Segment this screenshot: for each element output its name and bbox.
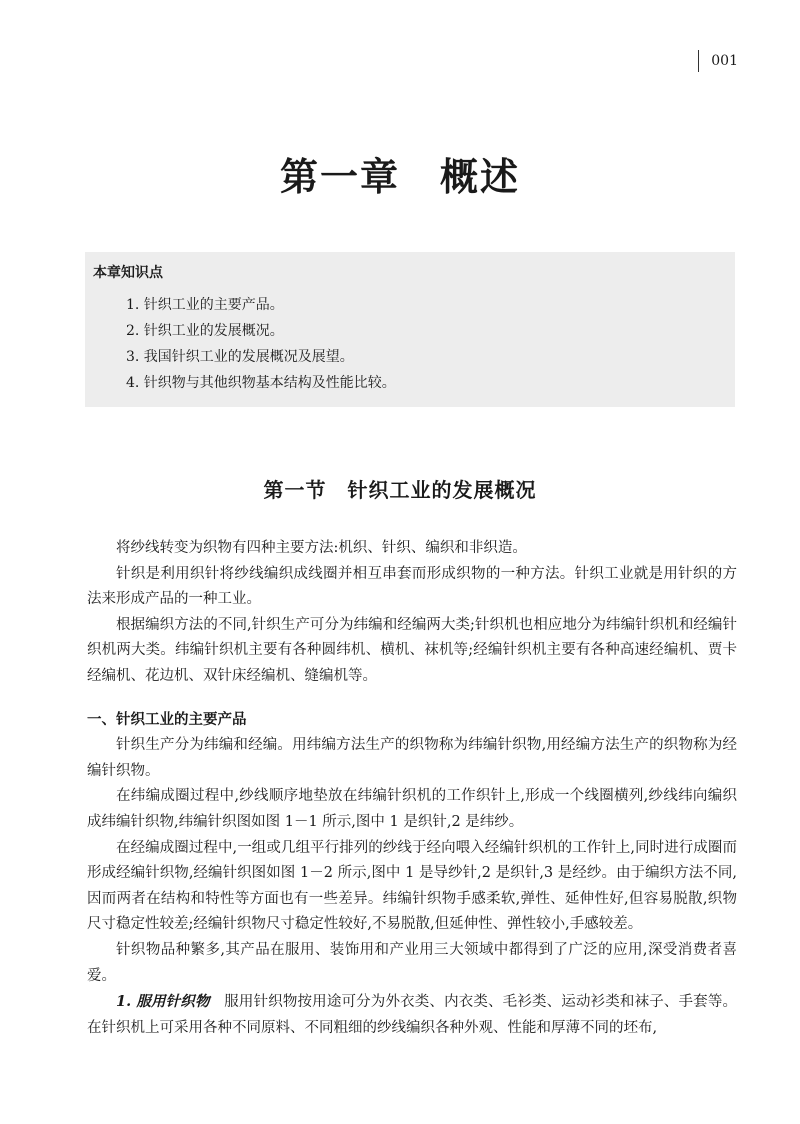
item-label: 1. 服用针织物: [116, 993, 210, 1011]
subsection-title: 一、针织工业的主要产品: [87, 711, 247, 728]
paragraph: [87, 989, 737, 1041]
knowledge-point-item: 1. 针织工业的主要产品。: [126, 297, 284, 313]
paragraph: 针织生产分为纬编和经编。用纬编方法生产的织物称为纬编针织物,用经编方法生产的织物称为经编针织物。: [87, 737, 737, 779]
paragraph: 根据编织方法的不同,针织生产可分为纬编和经编两大类;针织机也相应地分为纬编针织机和经编针织机两大类。纬编针织机主要有各种圆纬机、横机、袜机等;经编针织机主要有各种高速经编机、贾卡经编机、花边机、双针床经编机、缝编机等。: [87, 616, 737, 684]
paragraph: 针织是利用织针将纱线编织成线圈并相互串套而形成织物的一种方法。针织工业就是用针织的方法来形成产品的一种工业。: [87, 565, 737, 608]
paragraph: 在经编成圈过程中,一组或几组平行排列的纱线于经向喂入经编针织机的工作针上,同时进行成圈而形成经编针织物,经编针织图如图 1－2 所示,图中 1 是导纱针,2 是织针,3 是经纱。由于编织方法不同,因而两者在结构和特性等方面也有一些差异。纬编针织物手感柔软,弹性、延伸性好,但容易脱散,织物尺寸稳定性较差;经编针织物尺寸稳定性较好,不易脱散,但延伸性、弹性较小,手感较差。: [87, 839, 737, 933]
paragraph: 针织物品种繁多,其产品在服用、装饰用和产业用三大领域中都得到了广泛的应用,深受消费者喜爱。: [87, 941, 737, 984]
section-title: 第一节 针织工业的发展概况: [263, 478, 537, 502]
knowledge-points-box: [85, 252, 735, 407]
knowledge-point-item: 2. 针织工业的发展概况。: [126, 323, 284, 339]
page-number: 001: [698, 50, 738, 72]
knowledge-points-list: [93, 292, 735, 396]
item-text: 服用针织物按用途可分为外衣类、内衣类、毛衫类、运动衫类和袜子、手套等。在针织机上可采用各种不同原料、不同粗细的纱线编织各种外观、性能和厚薄不同的坯布,: [87, 994, 737, 1036]
knowledge-points-heading: 本章知识点: [93, 265, 163, 281]
chapter-title: 第一章 概述: [279, 154, 520, 199]
body-text: [87, 536, 737, 1041]
paragraph: 将纱线转变为织物有四种主要方法:机织、针织、编织和非织造。: [116, 540, 527, 556]
knowledge-point-item: 3. 我国针织工业的发展概况及展望。: [126, 349, 354, 365]
paragraph: 在纬编成圈过程中,纱线顺序地垫放在纬编针织机的工作织针上,形成一个线圈横列,纱线纬向编织成纬编针织物,纬编针织图如图 1－1 所示,图中 1 是织针,2 是纬纱。: [87, 788, 737, 830]
knowledge-point-item: 4. 针织物与其他织物基本结构及性能比较。: [126, 375, 396, 391]
